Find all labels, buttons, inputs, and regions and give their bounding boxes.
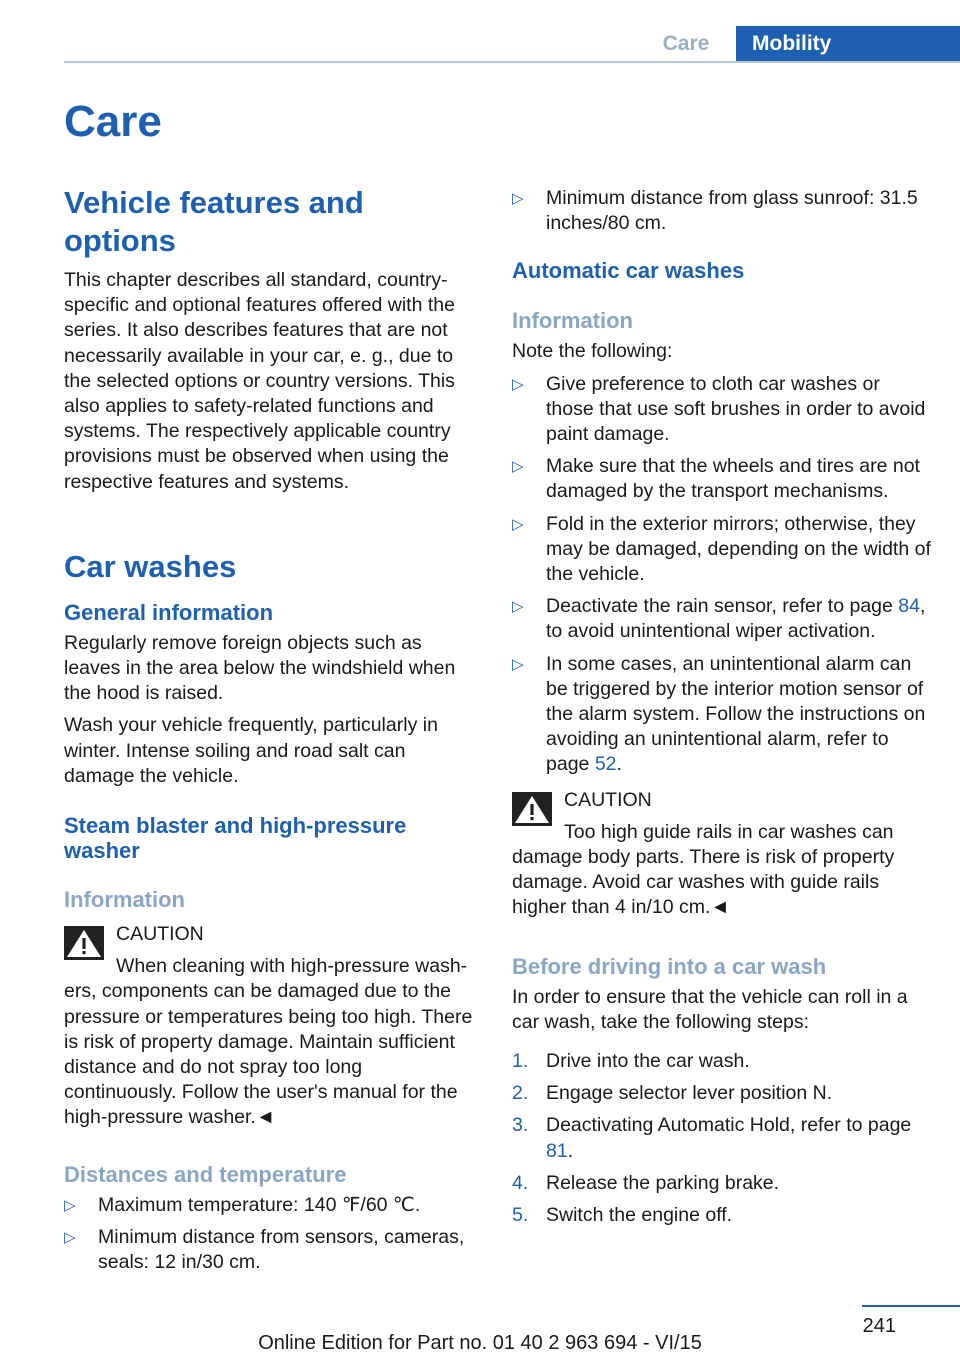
list-item-text-after: , to avoid unintentional wiper activation. bbox=[546, 595, 926, 643]
list-item bbox=[512, 512, 932, 588]
list-item-text: Give preference to cloth car washes or those that use soft brushes in order to avoid paint damage. bbox=[546, 372, 926, 446]
vehicle-features-heading: Vehicle features and options bbox=[64, 185, 364, 258]
list-item bbox=[64, 1193, 478, 1218]
caution-text-left: ers, components can be damaged due to the pressure or temperatures being too high. There is risk of property damage. Maintain sufficient distance and do not spray too long continuously. Follow the user's manual for the high-pressure washer.◄ bbox=[64, 980, 473, 1129]
list-item bbox=[512, 186, 932, 236]
tab-care[interactable]: Care bbox=[636, 26, 736, 62]
steam-blaster-heading: Steam blaster and high-pressure washer bbox=[64, 813, 407, 864]
caution-text-right: damage body parts. There is risk of property damage. Avoid car washes with guide rails higher than 4 in/10 cm.◄ bbox=[512, 846, 895, 919]
triangle-right-icon: ▷ bbox=[64, 1196, 76, 1214]
chapter-title: Care bbox=[64, 97, 162, 146]
page-link-81[interactable]: 81 bbox=[546, 1139, 568, 1162]
caution-line1-right: Too high guide rails in car washes can bbox=[564, 820, 894, 843]
general-information-p1: Regularly remove foreign objects such as leaves in the area below the windshield when the hood is raised. bbox=[64, 631, 456, 705]
list-item bbox=[512, 1203, 932, 1228]
list-item bbox=[512, 1049, 932, 1074]
triangle-right-icon: ▷ bbox=[512, 375, 524, 393]
list-item bbox=[512, 594, 932, 644]
list-item-text: In some cases, an unintentional alarm can be triggered by the interior motion sensor of the alarm system. Follow the instructions on avoiding an unintentional alarm, refer to page bbox=[546, 652, 926, 776]
steps-list bbox=[512, 1049, 932, 1228]
vehicle-features-text: This chapter describes all standard, country-specific and optional features offered with the series. It also describes features that are not necessarily available in your car, e. g., due to the selected options or country versions. This also applies to safety-related functions and systems. The respectively applicable country provisions must be observed when using the respective features and systems. bbox=[64, 269, 455, 493]
list-item-text: Fold in the exterior mirrors; otherwise, they may be damaged, depending on the width of the vehicle. bbox=[546, 512, 931, 586]
triangle-right-icon: ▷ bbox=[512, 515, 524, 533]
step-number: 2. bbox=[512, 1082, 529, 1105]
general-information-heading: General information bbox=[64, 599, 274, 625]
list-item bbox=[512, 454, 932, 504]
caution-block-left bbox=[64, 922, 478, 979]
list-item-text: Minimum distance from sensors, cameras, seals: 12 in/30 cm. bbox=[98, 1225, 465, 1274]
car-washes-heading: Car washes bbox=[64, 548, 237, 584]
list-item-text-after: . bbox=[567, 1139, 574, 1162]
list-item bbox=[512, 1171, 932, 1196]
before-driving-intro: In order to ensure that the vehicle can roll in a car wash, take the following steps: bbox=[512, 985, 908, 1033]
list-item-text: Minimum distance from glass sunroof: 31.5 inches/80 cm. bbox=[546, 187, 918, 235]
caution-label-right: CAUTION bbox=[564, 788, 652, 811]
caution-label-left: CAUTION bbox=[116, 923, 204, 946]
note-list bbox=[512, 372, 932, 778]
list-item-text: Deactivating Automatic Hold, refer to page bbox=[546, 1114, 912, 1137]
step-number: 3. bbox=[512, 1114, 529, 1137]
list-item-text: Drive into the car wash. bbox=[546, 1050, 750, 1073]
page-number: 241 bbox=[862, 1315, 896, 1337]
page-link-52[interactable]: 52 bbox=[594, 753, 617, 776]
step-number: 1. bbox=[512, 1050, 529, 1073]
header-tabs bbox=[636, 26, 960, 62]
information-heading-right: Information bbox=[512, 308, 633, 334]
list-item-text: Engage selector lever position N. bbox=[546, 1082, 833, 1105]
list-item-text: Deactivate the rain sensor, refer to page bbox=[546, 595, 899, 618]
caution-line1-left: When cleaning with high-pressure wash- bbox=[116, 955, 468, 978]
automatic-car-washes-heading: Automatic car washes bbox=[512, 258, 745, 284]
triangle-right-icon: ▷ bbox=[512, 655, 524, 673]
list-item-text: Maximum temperature: 140 ℉/60 ℃. bbox=[98, 1193, 421, 1216]
list-item bbox=[64, 1225, 478, 1275]
before-driving-heading: Before driving into a car wash bbox=[512, 953, 827, 979]
list-item bbox=[512, 1081, 932, 1106]
caution-block-right bbox=[512, 788, 932, 845]
step-number: 4. bbox=[512, 1171, 529, 1194]
note-intro: Note the following: bbox=[512, 340, 673, 363]
warning-triangle-icon bbox=[512, 792, 552, 826]
list-item bbox=[512, 1113, 932, 1163]
triangle-right-icon: ▷ bbox=[512, 190, 524, 207]
triangle-right-icon: ▷ bbox=[512, 598, 524, 616]
general-information-p2: Wash your vehicle frequently, particularly in winter. Intense soiling and road salt can damage the vehicle. bbox=[64, 714, 438, 787]
triangle-right-icon: ▷ bbox=[512, 458, 524, 476]
triangle-right-icon: ▷ bbox=[64, 1228, 76, 1246]
list-item-text: Make sure that the wheels and tires are not damaged by the transport mechanisms. bbox=[546, 455, 920, 503]
list-item-text-after: . bbox=[616, 753, 622, 776]
list-item-text: Release the parking brake. bbox=[546, 1171, 780, 1194]
footer-divider bbox=[862, 1305, 960, 1307]
information-heading-left: Information bbox=[64, 887, 185, 913]
distances-list bbox=[64, 1193, 478, 1276]
right-column bbox=[512, 184, 932, 1235]
header-divider bbox=[64, 61, 960, 63]
list-item-text: Switch the engine off. bbox=[546, 1204, 733, 1227]
tab-mobility[interactable]: Mobility bbox=[736, 26, 960, 62]
footer-edition: Online Edition for Part no. 01 40 2 963 694 - VI/15 bbox=[258, 1332, 702, 1354]
distances-heading: Distances and temperature bbox=[64, 1161, 347, 1187]
page-link-84[interactable]: 84 bbox=[898, 595, 920, 618]
sunroof-list bbox=[512, 186, 932, 236]
warning-triangle-icon bbox=[64, 926, 104, 960]
list-item bbox=[512, 372, 932, 448]
list-item bbox=[512, 652, 932, 778]
step-number: 5. bbox=[512, 1204, 529, 1227]
left-column bbox=[64, 184, 478, 1282]
